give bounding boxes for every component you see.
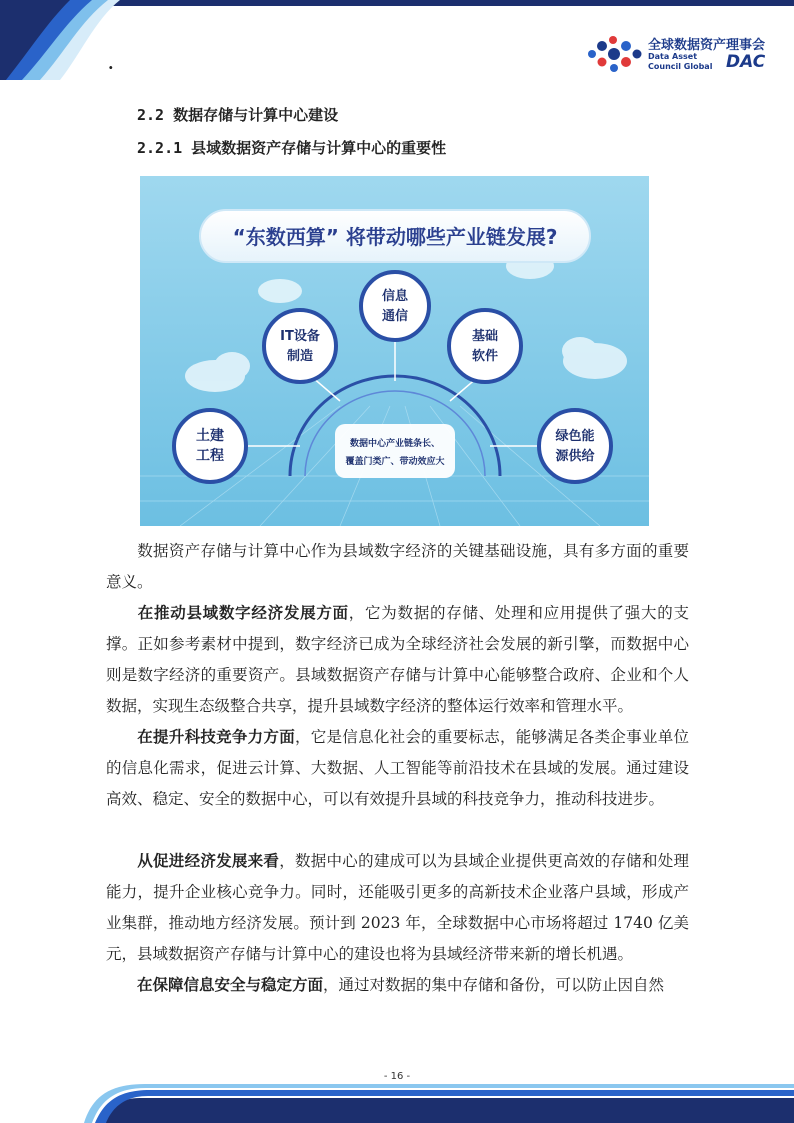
- logo-abbr: DAC: [726, 52, 766, 72]
- figure-title: “东数西算” 将带动哪些产业链发展?: [232, 225, 558, 249]
- section-title: 2.2 数据存储与计算中心建设: [137, 106, 339, 124]
- section-subtitle: 2.2.1 县域数据资产存储与计算中心的重要性: [137, 139, 447, 157]
- dac-logo: [586, 32, 776, 76]
- paragraph-text: ，数据中心的建成可以为县域企业提供更高效的存储和处理能力，提升企业核心竞争力。同时，还能吸引更多的高新技术企业落户县域，形成产业集群，推动地方经济发展。预计到 2023 年，全球数据中心市场将超过 1740 亿美元，县域数据资产存储与计算中心的建设也将为县域经济带来新的增长机遇。: [106, 852, 689, 963]
- svg-text:工程: 工程: [196, 448, 224, 464]
- page-number: - 16 -: [383, 1071, 411, 1082]
- logo-name-en: [648, 52, 712, 72]
- paragraph-text: 数据资产存储与计算中心作为县域数字经济的关键基础设施，具有多方面的重要意义。: [106, 542, 689, 591]
- footer-decoration: [0, 1080, 794, 1123]
- paragraph-text: ，它为数据的存储、处理和应用提供了强大的支撑。正如参考素材中提到，数字经济已成为全球经济社会发展的新引擎，而数据中心则是数字经济的重要资产。县域数据资产存储与计算中心能够整合政府、企业和个人数据，实现生态级整合共享，提升县域数字经济的整体运行效率和管理水平。: [106, 604, 689, 715]
- svg-text:软件: 软件: [471, 349, 499, 364]
- paragraph-lead: 从促进经济发展来看: [137, 851, 280, 870]
- body-paragraph: [106, 969, 689, 1001]
- paragraph-text: ，它是信息化社会的重要标志，能够满足各类企事业单位的信息化需求，促进云计算、大数据、人工智能等前沿技术在县域的发展。通过建设高效、稳定、安全的数据中心，可以有效提升县域的科技竞争力，推动科技进步。: [106, 728, 689, 808]
- node-basic-software: [449, 310, 521, 382]
- dac-logo-mark: [586, 32, 646, 76]
- center-text-line: 数据中心产业链条长、: [349, 439, 441, 449]
- svg-text:源供给: 源供给: [555, 449, 595, 464]
- svg-text:制造: 制造: [286, 349, 314, 364]
- node-info-communication: [361, 272, 429, 340]
- logo-name-cn: 全球数据资产理事会: [648, 38, 766, 53]
- body-paragraph: [106, 845, 689, 970]
- center-capsule: [335, 424, 455, 478]
- body-paragraph: [106, 721, 689, 815]
- paragraph-lead: 在推动县域数字经济发展方面: [137, 603, 349, 622]
- paragraph-lead: 在保障信息安全与稳定方面: [137, 975, 324, 994]
- paragraph-text: ，通过对数据的集中存储和备份，可以防止因自然: [323, 976, 665, 994]
- industry-chain-figure: [140, 176, 649, 526]
- node-it-equipment: [264, 310, 336, 382]
- logo-name-en-line: Data Asset: [648, 52, 698, 61]
- paragraph-lead: 在提升科技竞争力方面: [137, 727, 295, 746]
- svg-text:通信: 通信: [381, 309, 409, 324]
- body-paragraph: [106, 535, 689, 598]
- svg-text:土建: 土建: [196, 428, 224, 444]
- svg-text:信息: 信息: [381, 289, 409, 304]
- node-civil-engineering: [174, 410, 246, 482]
- node-green-energy: [539, 410, 611, 482]
- svg-text:IT设备: IT设备: [280, 329, 320, 344]
- svg-text:绿色能: 绿色能: [555, 429, 595, 444]
- svg-text:基础: 基础: [471, 329, 499, 344]
- body-paragraph: [106, 597, 689, 722]
- page-marker: ·: [108, 58, 114, 77]
- logo-name-en-line: Council Global: [648, 62, 713, 71]
- center-text-line: 覆盖门类广、带动效应大: [345, 457, 445, 467]
